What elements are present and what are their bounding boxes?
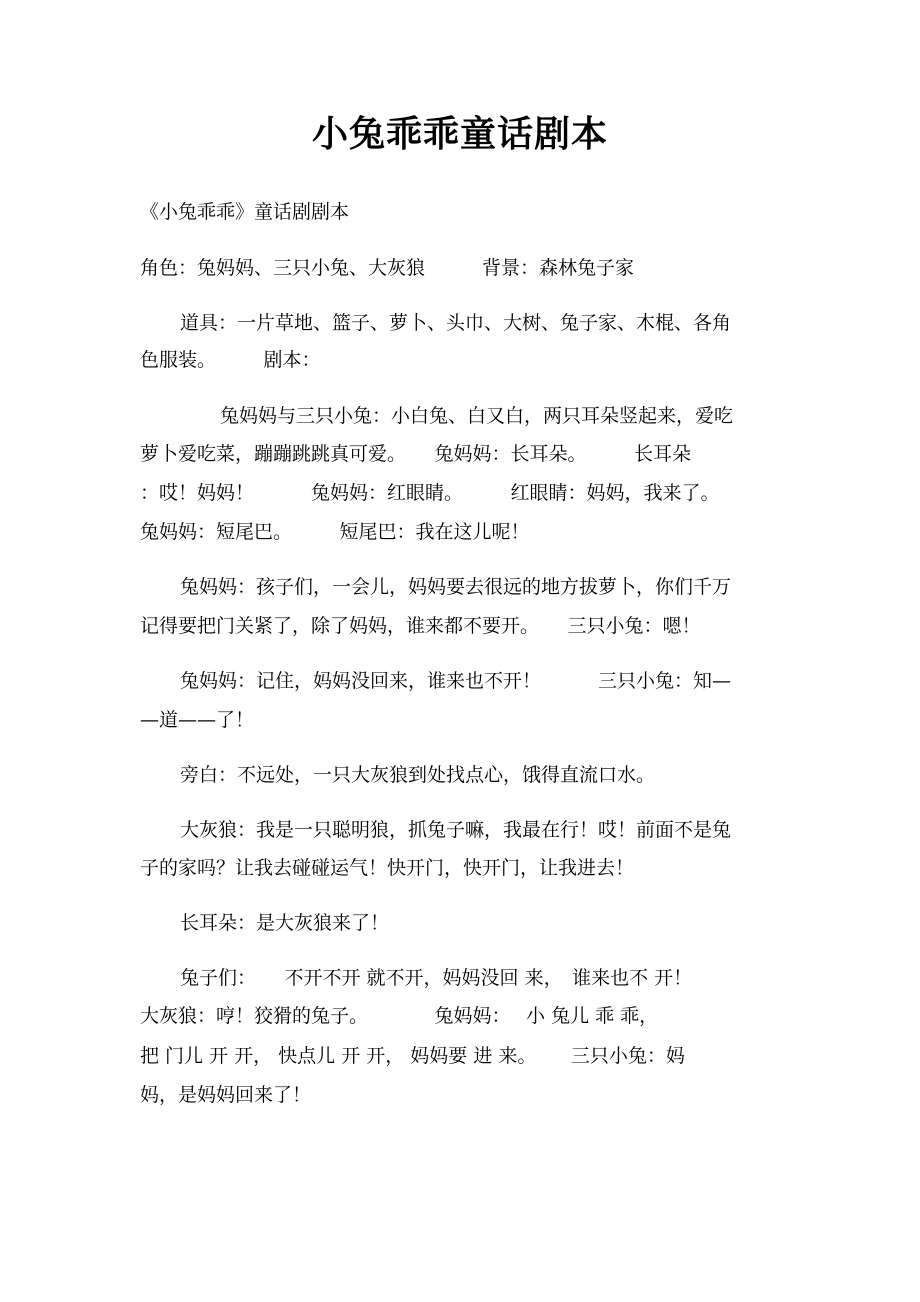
paragraph-line: 兔妈妈：孩子们，一会儿，妈妈要去很远的地方拔萝卜，你们千万 xyxy=(180,576,732,598)
paragraph-line: 大灰狼：我是一只聪明狼，抓兔子嘛，我最在行！哎！前面不是兔 xyxy=(180,819,732,841)
paragraph-line: ：哎！妈妈！ 兔妈妈：红眼睛。 红眼睛：妈妈，我来了。 xyxy=(140,482,720,504)
props-line-1: 道具：一片草地、篮子、萝卜、头巾、大树、兔子家、木棍、各角 xyxy=(180,312,732,334)
paragraph-line: 把 门儿 开 开， 快点儿 开 开， 妈妈要 进 来。 三只小兔：妈 xyxy=(140,1045,685,1067)
paragraph-line: 记得要把门关紧了，除了妈妈，谁来都不要开。 三只小兔：嗯！ xyxy=(140,615,701,637)
props-line-2: 色服装。 剧本： xyxy=(140,349,321,371)
document-title: 小兔乖乖童话剧本 xyxy=(311,113,608,155)
paragraph-line: 大灰狼：哼！狡猾的兔子。 兔妈妈： 小 兔儿 乖 乖， xyxy=(140,1005,659,1027)
paragraph-line: 兔子们： 不开不开 就不开，妈妈没回 来， 谁来也不 开！ xyxy=(180,967,693,989)
paragraph-line: 妈，是妈妈回来了！ xyxy=(140,1084,312,1106)
paragraph-line: 兔妈妈：记住，妈妈没回来，谁来也不开！ 三只小兔：知— xyxy=(180,670,732,692)
script-subtitle: 《小兔乖乖》童话剧剧本 xyxy=(140,201,350,223)
paragraph-line: 兔妈妈：短尾巴。 短尾巴：我在这儿呢！ xyxy=(140,521,530,543)
paragraph-line: 长耳朵：是大灰狼来了！ xyxy=(180,912,390,934)
paragraph-line: 兔妈妈与三只小兔：小白兔、白又白，两只耳朵竖起来，爱吃 xyxy=(220,405,734,427)
paragraph-line: 子的家吗？让我去碰碰运气！快开门，快开门，让我进去！ xyxy=(140,857,635,879)
paragraph-line: 萝卜爱吃菜，蹦蹦跳跳真可爱。 兔妈妈：长耳朵。 长耳朵 xyxy=(140,443,692,465)
narration-line: 旁白：不远处，一只大灰狼到处找点心，饿得直流口水。 xyxy=(180,764,656,786)
paragraph-line: —道——了！ xyxy=(140,709,255,731)
roles-and-setting-line: 角色：兔妈妈、三只小兔、大灰狼 背景：森林兔子家 xyxy=(140,257,635,279)
